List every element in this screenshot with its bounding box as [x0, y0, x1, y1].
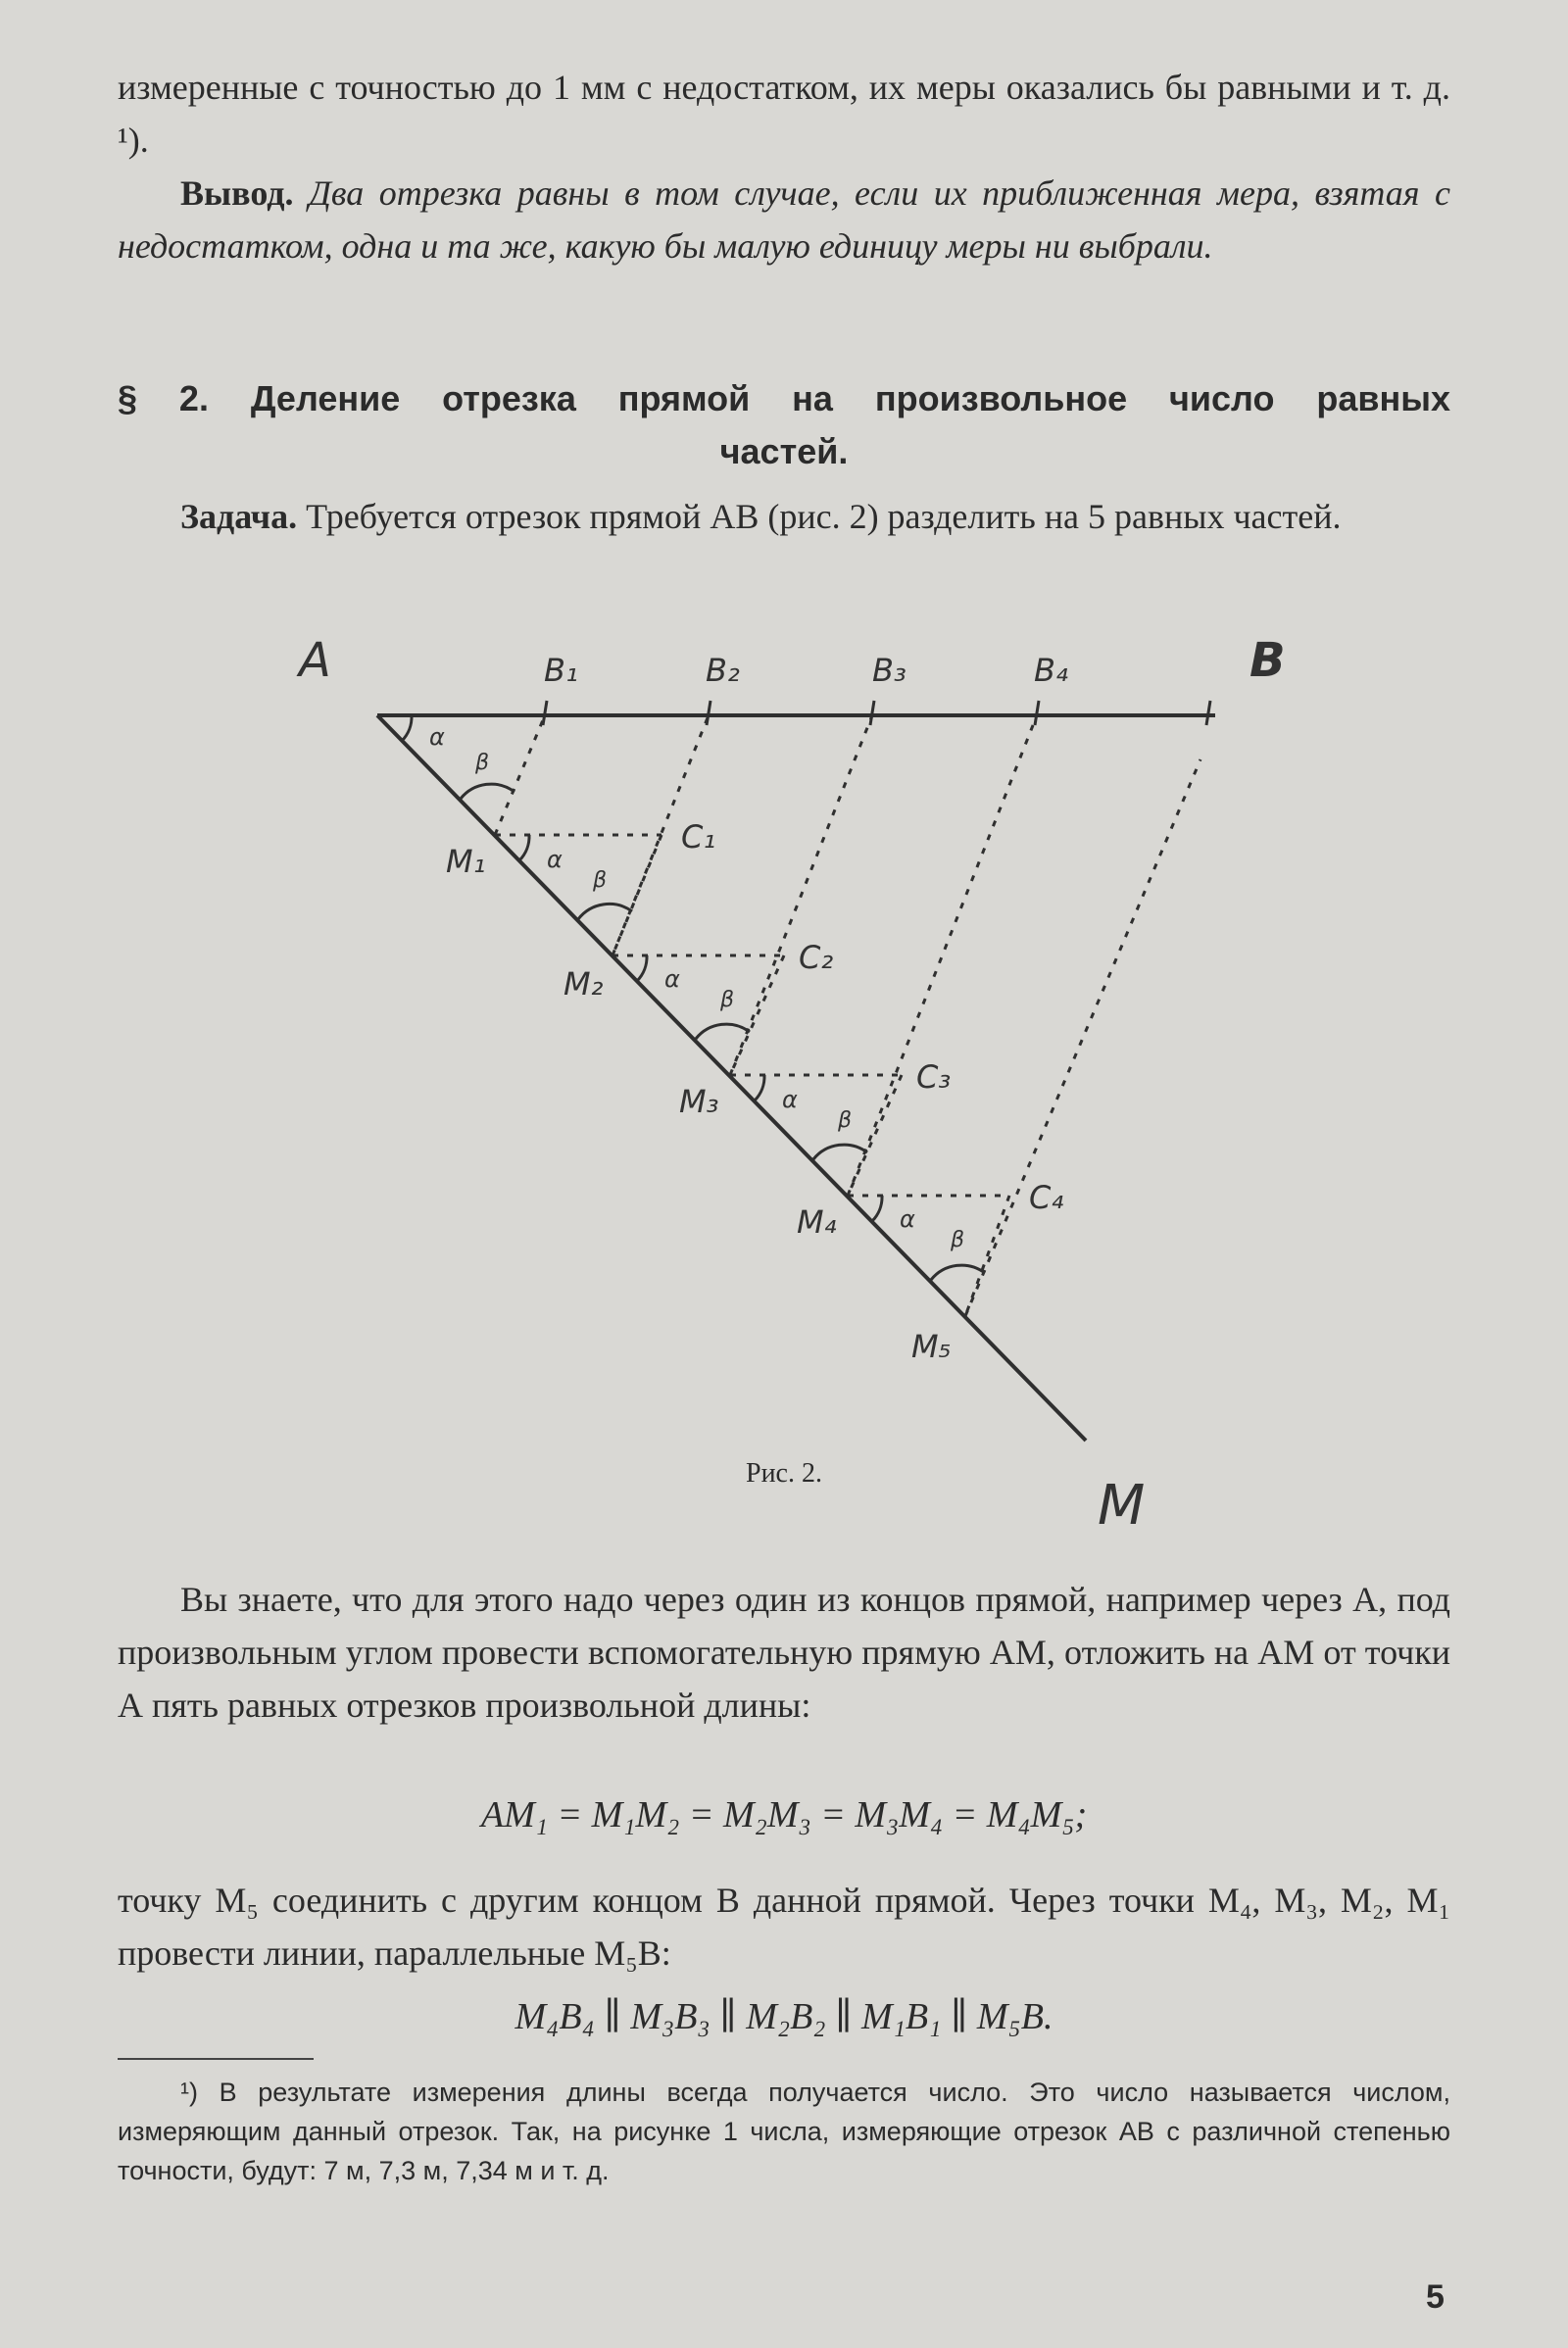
task-label: Задача. — [180, 497, 298, 536]
task-text: Требуется отрезок прямой АВ (рис. 2) разделить на 5 равных частей. — [306, 497, 1342, 536]
tick-b4 — [1035, 701, 1039, 725]
angle-beta-m4 — [813, 1145, 867, 1159]
paragraph-top: измеренные с точностью до 1 мм с недостатком, их меры оказались бы равными и т. д. ¹). — [118, 68, 1450, 160]
parallel-m3b3 — [730, 715, 872, 1075]
angle-beta-m1 — [461, 784, 514, 799]
angle-beta-m5 — [931, 1265, 985, 1280]
label-b: B — [1250, 633, 1286, 688]
label-beta-3: β — [720, 988, 735, 1012]
label-beta-2: β — [593, 868, 608, 893]
tick-b3 — [870, 701, 874, 725]
angle-alpha-m1 — [519, 835, 529, 860]
paragraph-body2: точку M₅ соединить с другим концом В данной прямой. Через точки M₄, M₃, M₂, M₁ провести линии, параллельные M₅B: — [118, 1881, 1450, 1973]
label-alpha-3: α — [782, 1086, 798, 1113]
label-beta-4: β — [838, 1108, 853, 1133]
conclusion-label: Вывод. — [180, 173, 294, 213]
label-a: A — [299, 633, 331, 688]
parallel-m1b1 — [495, 715, 545, 835]
label-b2: B₂ — [706, 652, 740, 689]
label-alpha-1: α — [547, 846, 563, 873]
line-am — [377, 715, 1086, 1441]
angle-beta-m3 — [696, 1024, 750, 1039]
label-alpha-a: α — [429, 723, 445, 751]
label-m3: M₃ — [679, 1083, 719, 1120]
label-m: M — [1098, 1474, 1146, 1538]
label-m5: M₅ — [911, 1328, 952, 1365]
footnote-rule — [118, 2058, 314, 2060]
label-m4: M₄ — [797, 1203, 837, 1241]
figure-caption: Рис. 2. — [746, 1458, 822, 1489]
angle-alpha-m3 — [755, 1075, 764, 1101]
label-m1: M₁ — [446, 843, 486, 880]
label-c2: C₂ — [799, 939, 834, 976]
footnote: ¹) В результате измерения длины всегда получается число. Это число называется числом, измеряющим данный отрезок. Так, на рисунке 1 числа, измеряющие отрезок АВ с различной степенью точности, будут: 7 м, 7,3 м, 7,34 м и т. д. — [118, 2078, 1450, 2185]
section-heading-line2: частей. — [719, 431, 849, 471]
paragraph-body1: Вы знаете, что для этого надо через один из концов прямой, например через А, под произвольным углом провести вспомогательную прямую АМ, отложить на АМ от точки А пять равных отрезков произвольной длины: — [118, 1580, 1450, 1725]
conclusion-text: Два отрезка равны в том случае, если их приближенная мера, взятая с недостатком, одна и та же, какую бы малую единицу меры ни выбрали. — [118, 173, 1451, 266]
label-beta-1: β — [475, 751, 490, 775]
label-b1: B₁ — [544, 652, 578, 689]
tick-b — [1206, 701, 1210, 725]
label-c1: C₁ — [681, 818, 716, 856]
angle-alpha-a — [402, 715, 412, 741]
angle-alpha-m4 — [872, 1196, 882, 1221]
label-b4: B₄ — [1034, 652, 1068, 689]
label-m2: M₂ — [564, 965, 604, 1003]
parallel-m5b — [965, 759, 1200, 1316]
label-alpha-2: α — [664, 965, 680, 993]
section-heading-line1: § 2. Деление отрезка прямой на произвольное число равных — [118, 378, 1450, 418]
parallel-m4b4 — [848, 715, 1037, 1196]
label-c3: C₃ — [916, 1058, 952, 1096]
angle-alpha-m2 — [637, 955, 647, 981]
label-c4: C₄ — [1029, 1179, 1064, 1216]
page-number: 5 — [1426, 2278, 1445, 2316]
label-b3: B₃ — [872, 652, 906, 689]
label-alpha-4: α — [900, 1205, 915, 1233]
label-beta-5: β — [951, 1228, 965, 1252]
angle-beta-m2 — [578, 904, 632, 919]
formula-2: M₄B₄ ∥ M₃B₃ ∥ M₂B₂ ∥ M₁B₁ ∥ M₅B. — [514, 1996, 1054, 2037]
formula-1: AM₁ = M₁M₂ = M₂M₃ = M₃M₄ = M₄M₅; — [480, 1794, 1088, 1835]
